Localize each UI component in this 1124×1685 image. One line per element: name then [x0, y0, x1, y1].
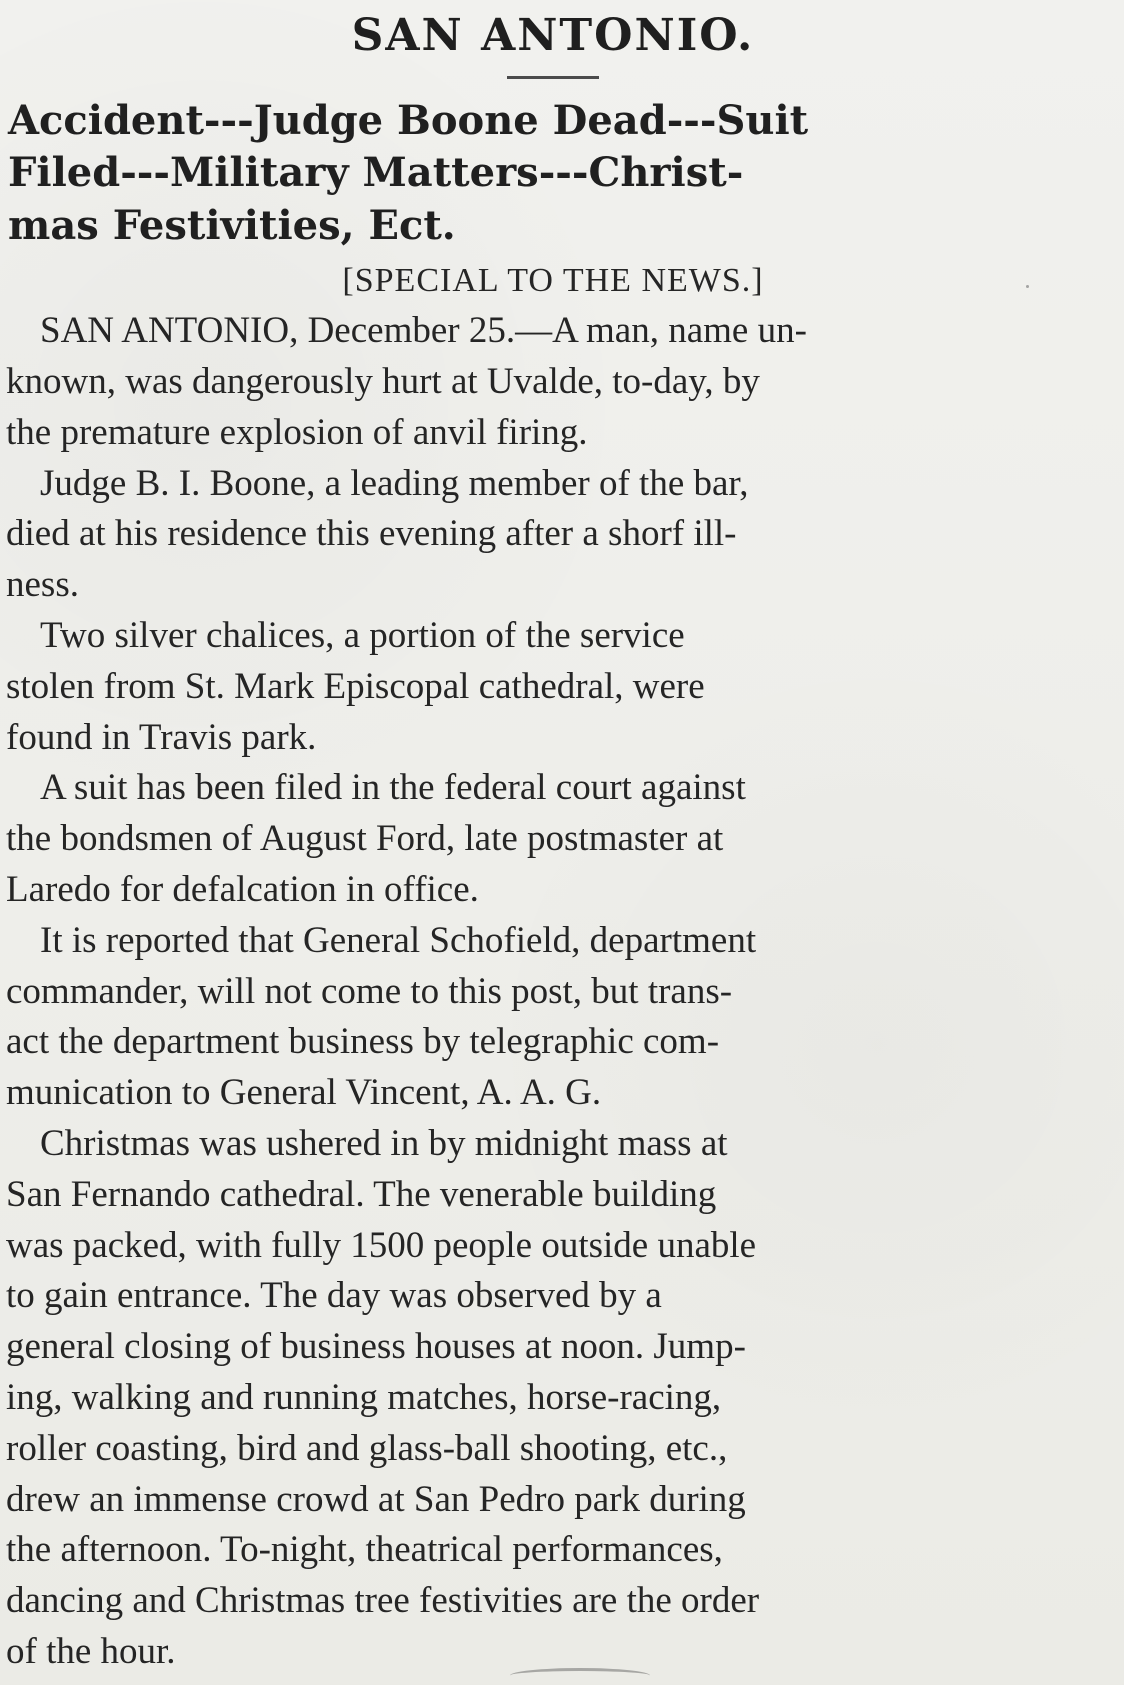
- paragraph-line: San Fernando cathedral. The venerable building: [6, 1173, 717, 1215]
- paragraph-5: [6, 916, 1100, 1119]
- bottom-ink-mark: [510, 1668, 650, 1683]
- paragraph-1: [6, 306, 1100, 458]
- paragraph-line: stolen from St. Mark Episcopal cathedral, were: [6, 665, 705, 707]
- paragraph-line: Christmas was ushered in by midnight mass at: [40, 1122, 728, 1164]
- paragraph-line: the afternoon. To-night, theatrical performances,: [6, 1529, 723, 1571]
- paper-speck: [1026, 285, 1029, 288]
- paragraph-line: died at his residence this evening after a shorf ill-: [6, 513, 737, 555]
- paragraph-line: the premature explosion of anvil firing.: [6, 411, 588, 453]
- paragraph-3: [6, 611, 1100, 763]
- paragraph-line: of the hour.: [6, 1630, 176, 1672]
- paragraph-line: Laredo for defalcation in office.: [6, 868, 479, 910]
- headline: [6, 95, 1100, 252]
- paragraph-line: ness.: [6, 564, 79, 606]
- special-note: [SPECIAL TO THE NEWS.]: [342, 262, 764, 300]
- paragraph-line: Judge B. I. Boone, a leading member of the bar,: [40, 462, 749, 504]
- paragraph-line: was packed, with fully 1500 people outside unable: [6, 1224, 757, 1266]
- paragraph-line: general closing of business houses at noon. Jump-: [6, 1326, 746, 1368]
- paragraph-6: [6, 1119, 1100, 1678]
- paragraph-line: munication to General Vincent, A. A. G.: [6, 1072, 602, 1114]
- paragraph-line: SAN ANTONIO, December 25.—A man, name un-: [40, 310, 807, 352]
- paragraph-line: ing, walking and running matches, horse-racing,: [6, 1376, 722, 1418]
- paragraph-4: [6, 763, 1100, 915]
- paragraph-line: roller coasting, bird and glass-ball shooting, etc.,: [6, 1427, 728, 1469]
- paragraph-line: drew an immense crowd at San Pedro park during: [6, 1478, 746, 1520]
- paragraph-line: Two silver chalices, a portion of the service: [40, 614, 685, 656]
- article-title: SAN ANTONIO.: [351, 10, 755, 61]
- paragraph-2: [6, 459, 1100, 611]
- headline-line: Accident---Judge Boone Dead---Suit: [8, 97, 809, 144]
- paragraph-line: the bondsmen of August Ford, late postmaster at: [6, 818, 724, 860]
- paragraph-line: commander, will not come to this post, but trans-: [6, 970, 733, 1012]
- article-body: [6, 306, 1100, 1678]
- headline-line: mas Festivities, Ect.: [8, 201, 456, 249]
- title-rule: [507, 76, 599, 79]
- paragraph-line: dancing and Christmas tree festivities are the order: [6, 1580, 760, 1622]
- paragraph-line: act the department business by telegraphic com-: [6, 1021, 720, 1063]
- paragraph-line: known, was dangerously hurt at Uvalde, to-day, by: [6, 360, 760, 402]
- paragraph-line: to gain entrance. The day was observed by a: [6, 1275, 662, 1317]
- headline-line: Filed---Military Matters---Christ-: [8, 149, 744, 197]
- paragraph-line: A suit has been filed in the federal court against: [40, 767, 746, 809]
- paragraph-line: It is reported that General Schofield, department: [40, 919, 757, 961]
- paragraph-line: found in Travis park.: [6, 716, 317, 758]
